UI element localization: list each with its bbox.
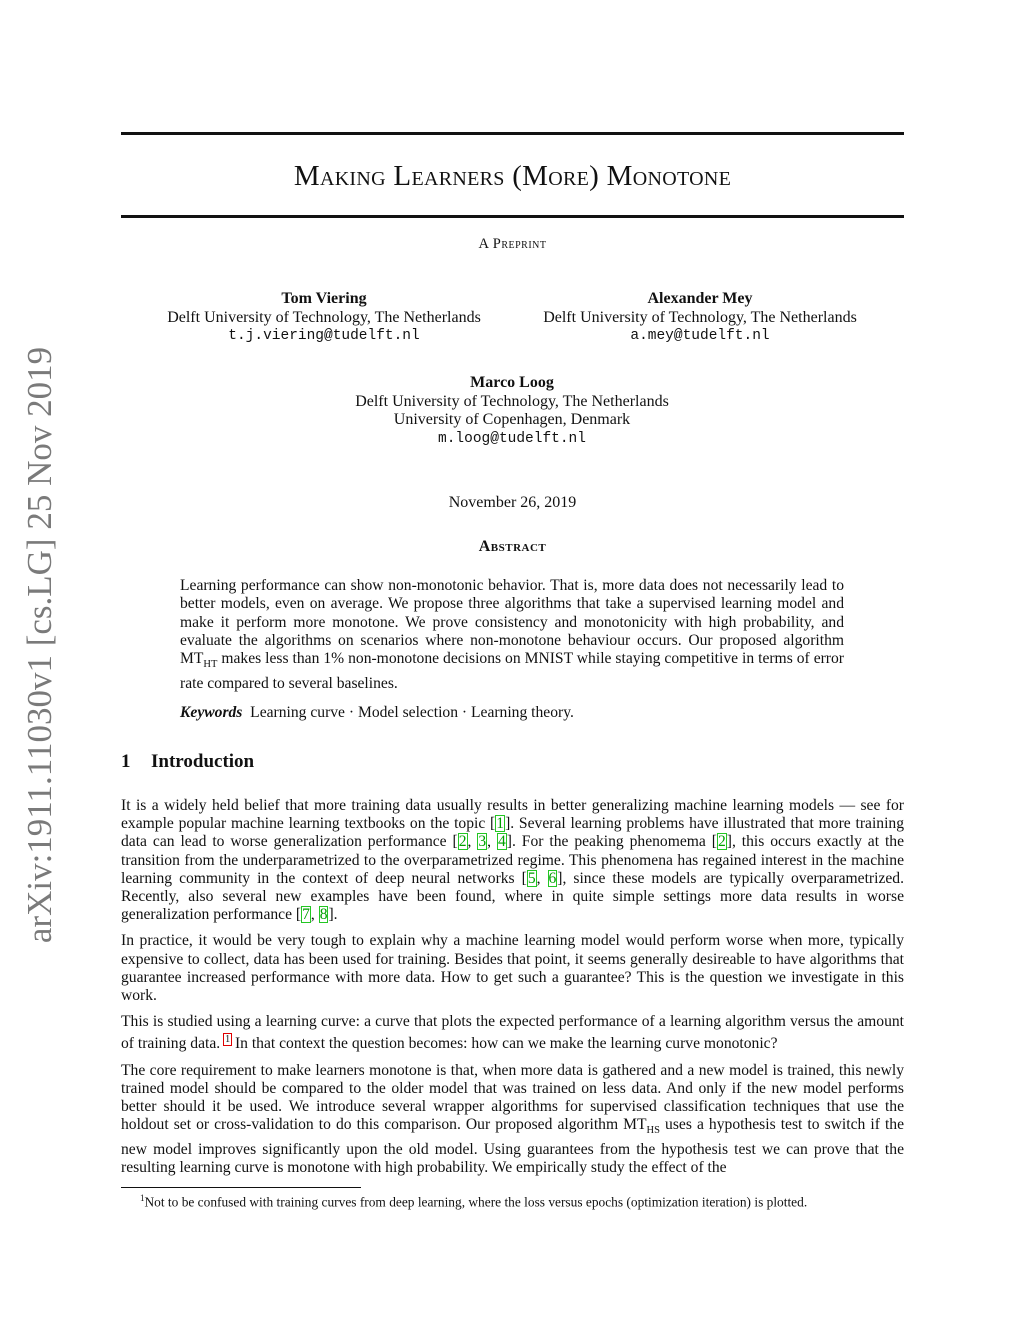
citation-link[interactable]: 1 bbox=[496, 815, 505, 833]
arxiv-stamp: arXiv:1911.11030v1 [cs.LG] 25 Nov 2019 bbox=[20, 346, 59, 944]
paragraph: The core requirement to make learners monotone is that, when more data is gathered and a new model is trained, this newly trained model should be compared to the older model that was trained on less data. And only if the new model performs better should it be used. We introduce several wrapper algorithms for supervised classification techniques that use the holdout set or cross-validation to do this comparison. Our proposed algorithm $MT_{HS}$ uses a hypothesis test to switch if the new model improves significantly upon the old model. Using guarantees from the hypothesis test we can prove that the resulting learning curve is monotone with high probability. We empirically study the effect of the bbox=[121, 1061, 904, 1176]
paragraph: It is a widely held belief that more training data usually results in better generalizing machine learning models — see for example popular machine learning textbooks on the topic [1]. Several learning problems have illustrated that more training data can lead to worse generalization performance [2, 3, 4]. For the peaking phenomema [2], this occurs exactly at the transition from the underparametrized to the overparametrized regime. This phenomena has regained interest in the machine learning community in the context of deep neural networks [5, 6], since these models are typically overparametrized. Recently, also several new examples have been found, where in quite simple settings more data results in worse generalization performance [7, 8]. bbox=[121, 797, 905, 924]
author-block-3 bbox=[312, 374, 712, 448]
author-affiliation: Delft University of Technology, The Netherlands bbox=[355, 392, 669, 410]
keywords bbox=[180, 704, 844, 722]
citation-link[interactable]: 4 bbox=[497, 833, 506, 851]
author-name: Marco Loog bbox=[470, 374, 554, 391]
paragraph: In practice, it would be very tough to explain why a machine learning model would perform worse when more, typically expensive to collect, data has been used for training. Besides that point, it seems generally desireable to have algorithms that guarantee increased performance with more data. How to get such a guarantee? This is the question we investigate in this work. bbox=[121, 932, 904, 1005]
title-top-rule bbox=[121, 132, 904, 135]
citation-link[interactable]: 5 bbox=[527, 869, 536, 887]
author-name: Tom Viering bbox=[281, 290, 367, 307]
citation-link[interactable]: 7 bbox=[302, 906, 310, 924]
footnote-rule bbox=[121, 1187, 361, 1188]
citation-link[interactable]: 2 bbox=[717, 833, 726, 851]
keywords-label: Keywords bbox=[180, 704, 243, 721]
author-email[interactable]: m.loog@tudelft.nl bbox=[438, 430, 586, 447]
author-email[interactable]: a.mey@tudelft.nl bbox=[630, 328, 770, 344]
abstract-body: Learning performance can show non-monotonic behavior. That is, more data does not necessarily lead to better models, even on average. We propose three algorithms that take a supervised learning model and make it perform more monotone. We prove consistency and monotonicity with high probability, and evaluate the algorithms on scenarios where non-monotone behaviour occurs. Our proposed algorithm $MT_{HT}$ makes less than 1% non-monotone decisions on MNIST while staying competitive in terms of error rate compared to several baselines. bbox=[180, 577, 844, 692]
author-email[interactable]: t.j.viering@tudelft.nl bbox=[228, 328, 420, 344]
author-affiliation: Delft University of Technology, The Netherlands bbox=[167, 308, 481, 326]
footnote bbox=[140, 1190, 904, 1210]
section-heading bbox=[121, 751, 254, 773]
keywords-text: Learning curve · Model selection · Learning theory. bbox=[250, 704, 574, 721]
body-text bbox=[121, 797, 904, 1185]
preprint-label: A Preprint bbox=[478, 236, 547, 252]
section-number: 1 bbox=[121, 751, 131, 772]
abstract-heading: Abstract bbox=[478, 538, 547, 555]
author-block-2 bbox=[520, 290, 880, 346]
section-title: Introduction bbox=[151, 751, 255, 772]
citation-link[interactable]: 8 bbox=[319, 906, 328, 924]
author-affiliation: Delft University of Technology, The Netherlands bbox=[543, 308, 857, 326]
footnote-mark: 1 bbox=[140, 1193, 145, 1203]
citation-link[interactable]: 6 bbox=[548, 869, 557, 887]
footnote-text: Not to be confused with training curves from deep learning, where the loss versus epochs (optimization iteration) is plotted. bbox=[144, 1194, 808, 1210]
paper-date: November 26, 2019 bbox=[448, 494, 577, 511]
paper-title: Making Learners (More) Monotone bbox=[293, 160, 732, 192]
footnote-link[interactable]: 1 bbox=[225, 1034, 231, 1046]
title-bottom-rule bbox=[121, 215, 904, 218]
paragraph: This is studied using a learning curve: a curve that plots the expected performance of a learning algorithm versus the amount of training data. $^1$ In that context the question becomes: how can we make the learning curve monotonic? bbox=[121, 1013, 904, 1053]
author-name: Alexander Mey bbox=[647, 290, 753, 307]
citation-link[interactable]: 2 bbox=[458, 833, 467, 851]
author-block-1 bbox=[144, 290, 504, 346]
citation-link[interactable]: 3 bbox=[478, 833, 487, 851]
author-affiliation-2: University of Copenhagen, Denmark bbox=[393, 411, 631, 428]
